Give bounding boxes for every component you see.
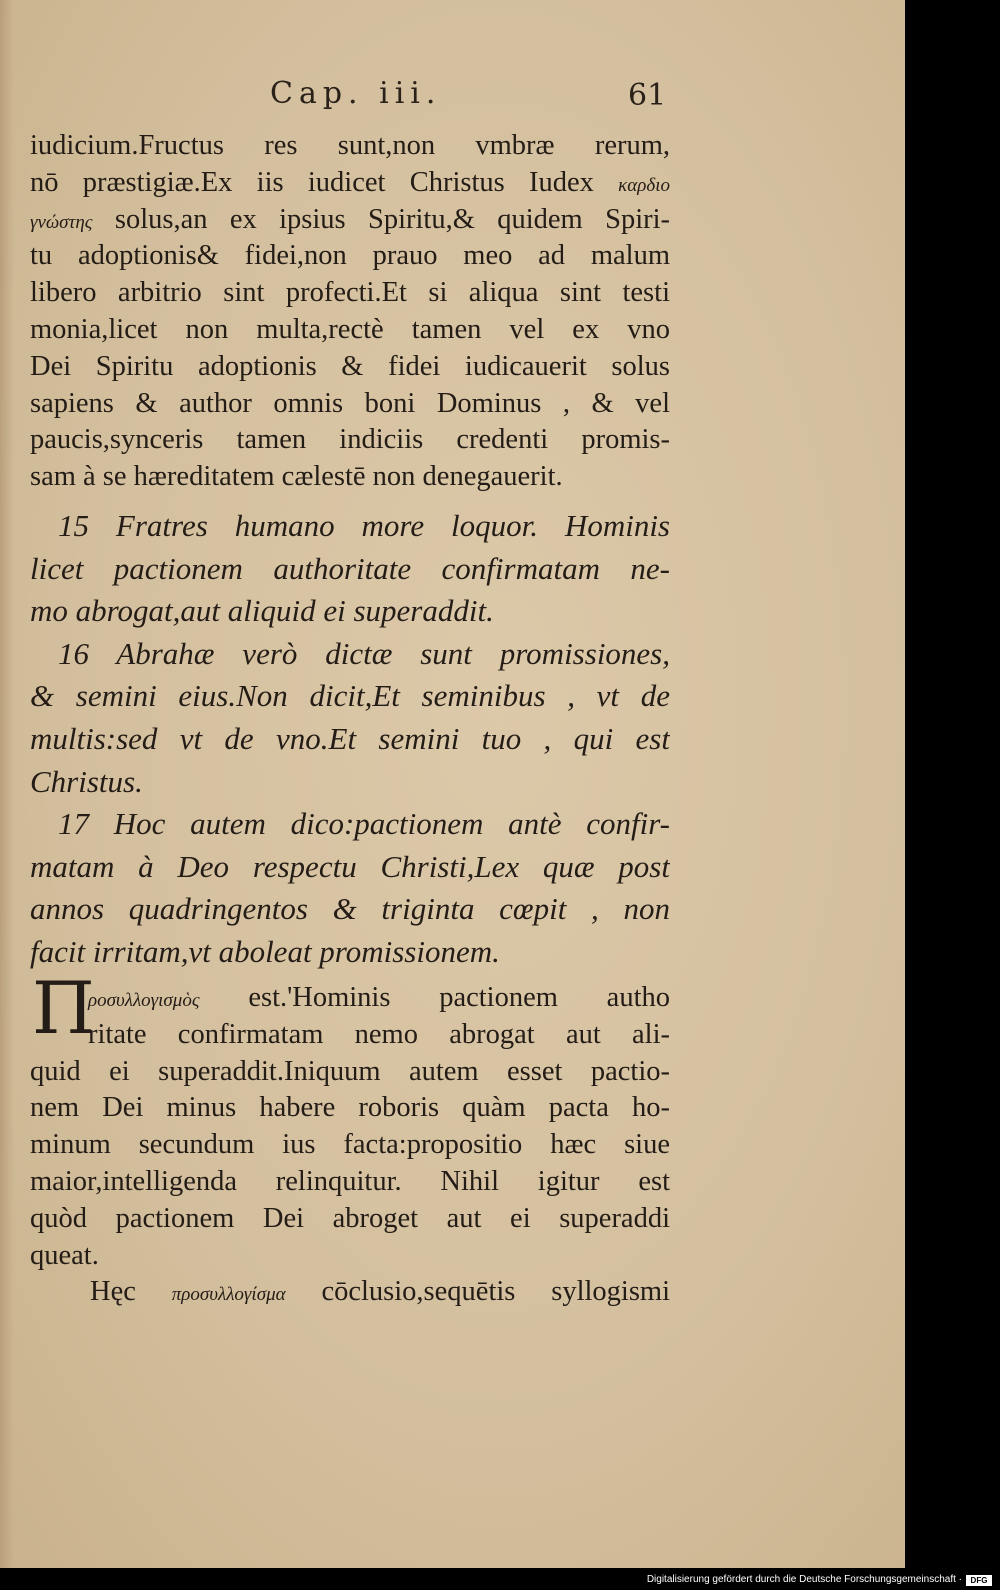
- commentary-paragraph-2: [30, 980, 670, 1311]
- dfg-logo: DFG: [966, 1575, 992, 1586]
- text-line: minum secundum ius facta:propositio hæc siue: [30, 1129, 670, 1161]
- verse-line: facit irritam,vt aboleat promissionem.: [30, 933, 500, 969]
- text-line: Dei Spiritu adoptionis & fidei iudicauerit solus: [30, 350, 670, 382]
- drop-capital: Π: [32, 966, 95, 1050]
- text-line: paucis,synceris tamen indiciis credenti promis-: [30, 424, 670, 456]
- text-line: sam à se hæreditatem cælestē non denegauerit.: [30, 461, 563, 493]
- text-line: iudicium.Fructus res sunt,non vmbræ rerum,: [30, 130, 670, 161]
- verse-line: matam à Deo respectu Christi,Lex quæ post: [30, 848, 670, 884]
- page-binding-shadow: [0, 0, 14, 1568]
- verse-line: Christus.: [30, 763, 143, 799]
- text-line: tu adoptionis& fidei,non prauo meo ad malum: [30, 240, 670, 272]
- text-line: libero arbitrio sint profecti.Et si aliqua sint testi: [30, 277, 670, 309]
- text-line: sapiens & author omnis boni Dominus , & vel: [30, 387, 670, 419]
- text-line: nem Dei minus habere roboris quàm pacta ho-: [30, 1092, 670, 1124]
- text-line: queat.: [30, 1239, 99, 1271]
- digitization-credit: Digitalisierung gefördert durch die Deutsche Forschungsgemeinschaft ·: [646, 1574, 962, 1585]
- verse-line: & semini eius.Non dicit,Et seminibus , vt de: [30, 678, 670, 714]
- verse-line: 15 Fratres humano more loquor. Hominis: [58, 508, 670, 543]
- commentary-paragraph-1: [30, 128, 670, 496]
- text-line: Hęc προσυλλογίσμα cōclusio,sequētis syllogismi: [90, 1276, 670, 1308]
- text-line: quòd pactionem Dei abroget aut ei superaddi: [30, 1202, 670, 1234]
- greek-word: ροσυλλογισμὸς: [88, 990, 200, 1011]
- verse-line: multis:sed vt de vno.Et semini tuo , qui est: [30, 720, 670, 756]
- scripture-verses: [30, 505, 670, 974]
- page-number: 61: [628, 78, 667, 113]
- greek-word: καρδιο: [618, 174, 670, 196]
- text-line: ροσυλλογισμὸς est.'Hominis pactionem autho: [88, 982, 670, 1013]
- verse-line: 16 Abrahæ verò dictæ sunt promissiones,: [58, 635, 670, 671]
- running-head: Cap. iii.: [270, 76, 442, 111]
- verse-line: mo abrogat,aut aliquid ei superaddit.: [30, 593, 494, 629]
- verse-line: 17 Hoc autem dico:pactionem antè confir-: [58, 806, 670, 842]
- text-line: quid ei superaddit.Iniquum autem esset pactio-: [30, 1055, 670, 1087]
- text-line: maior,intelligenda relinquitur. Nihil igitur est: [30, 1165, 670, 1197]
- greek-word: προσυλλογίσμα: [171, 1284, 286, 1306]
- verse-line: licet pactionem authoritate confirmatam ne-: [30, 550, 670, 586]
- text-line: ritate confirmatam nemo abrogat aut ali-: [88, 1018, 670, 1050]
- greek-word: γνώστης: [30, 211, 93, 233]
- text-line: nō præstigiæ.Ex iis iudicet Christus Iudex καρδιο: [30, 166, 670, 198]
- text-line: monia,licet non multa,rectè tamen vel ex vno: [30, 313, 670, 345]
- verse-line: annos quadringentos & triginta cœpit , non: [30, 891, 670, 927]
- text-line: γνώστης solus,an ex ipsius Spiritu,& quidem Spiri-: [30, 203, 670, 235]
